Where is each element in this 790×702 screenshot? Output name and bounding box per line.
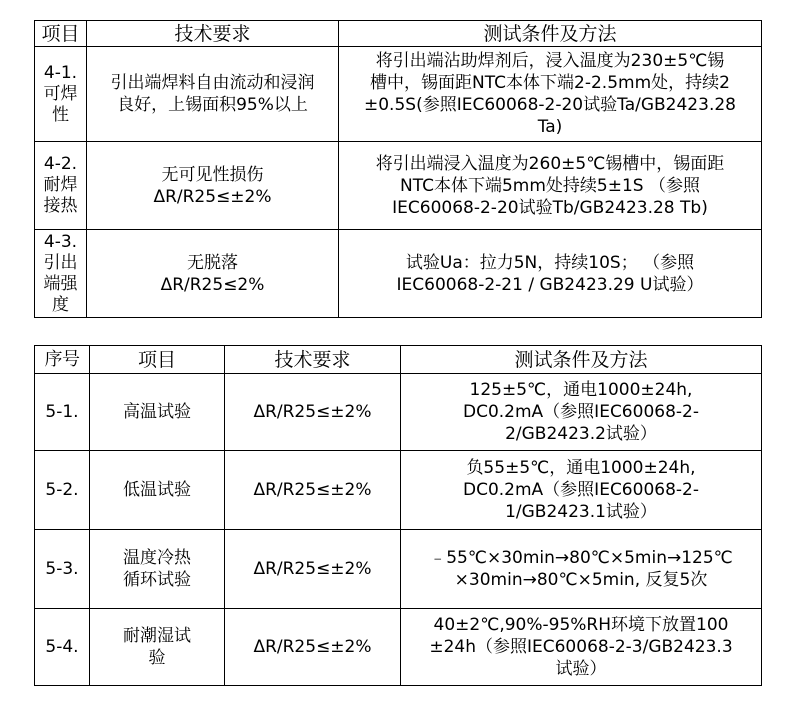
table-header-row [35, 346, 762, 374]
table-row [35, 47, 762, 142]
item-cell: 4-1. 可焊 性 [35, 47, 87, 142]
method-cell: ﹣55℃×30min→80℃×5min→125℃ ×30min→80℃×5min, 反复5次 [401, 530, 762, 609]
header-item: 项目 [90, 346, 225, 374]
table-row [35, 530, 762, 609]
environmental-test-table [34, 345, 762, 686]
method-cell: 试验Ua：拉力5N，持续10S； （参照 IEC60068-2-21 / GB2423.29 U试验） [339, 230, 762, 318]
method-cell: 负55±5℃，通电1000±24h, DC0.2mA（参照IEC60068-2- 1/GB2423.1试验） [401, 451, 762, 530]
requirement-cell: ΔR/R25≤±2% [225, 451, 401, 530]
method-cell: 40±2℃,90%-95%RH环境下放置100 ±24h（参照IEC60068-2-3/GB2423.3 试验） [401, 609, 762, 686]
header-requirement: 技术要求 [87, 21, 339, 47]
header-requirement: 技术要求 [225, 346, 401, 374]
requirement-cell: ΔR/R25≤±2% [225, 530, 401, 609]
method-cell: 将引出端浸入温度为260±5℃锡槽中，锡面距 NTC本体下端5mm处持续5±1S （参照 IEC60068-2-20试验Tb/GB2423.28 Tb) [339, 142, 762, 230]
item-cell: 4-3. 引出 端强 度 [35, 230, 87, 318]
table-row [35, 451, 762, 530]
requirement-cell: ΔR/R25≤±2% [225, 609, 401, 686]
index-cell: 5-1. [35, 374, 90, 451]
requirement-cell: ΔR/R25≤±2% [225, 374, 401, 451]
requirement-cell: 无可见性损伤 ΔR/R25≤±2% [87, 142, 339, 230]
table-header-row [35, 21, 762, 47]
index-cell: 5-2. [35, 451, 90, 530]
method-cell: 125±5℃，通电1000±24h, DC0.2mA（参照IEC60068-2- 2/GB2423.2试验） [401, 374, 762, 451]
item-cell: 温度冷热 循环试验 [90, 530, 225, 609]
requirement-cell: 无脱落 ΔR/R25≤2% [87, 230, 339, 318]
index-cell: 5-3. [35, 530, 90, 609]
table-row [35, 142, 762, 230]
solderability-test-table [34, 20, 762, 318]
index-cell: 5-4. [35, 609, 90, 686]
table-row [35, 230, 762, 318]
method-cell: 将引出端沾助焊剂后，浸入温度为230±5℃锡 槽中，锡面距NTC本体下端2-2.5mm处，持续2 ±0.5S(参照IEC60068-2-20试验Ta/GB2423.28 Ta) [339, 47, 762, 142]
header-method: 测试条件及方法 [401, 346, 762, 374]
table-row [35, 374, 762, 451]
item-cell: 耐潮湿试 验 [90, 609, 225, 686]
table-row [35, 609, 762, 686]
item-cell: 高温试验 [90, 374, 225, 451]
requirement-cell: 引出端焊料自由流动和浸润 良好，上锡面积95%以上 [87, 47, 339, 142]
header-item: 项目 [35, 21, 87, 47]
header-index: 序号 [35, 346, 90, 374]
item-cell: 低温试验 [90, 451, 225, 530]
item-cell: 4-2. 耐焊 接热 [35, 142, 87, 230]
header-method: 测试条件及方法 [339, 21, 762, 47]
